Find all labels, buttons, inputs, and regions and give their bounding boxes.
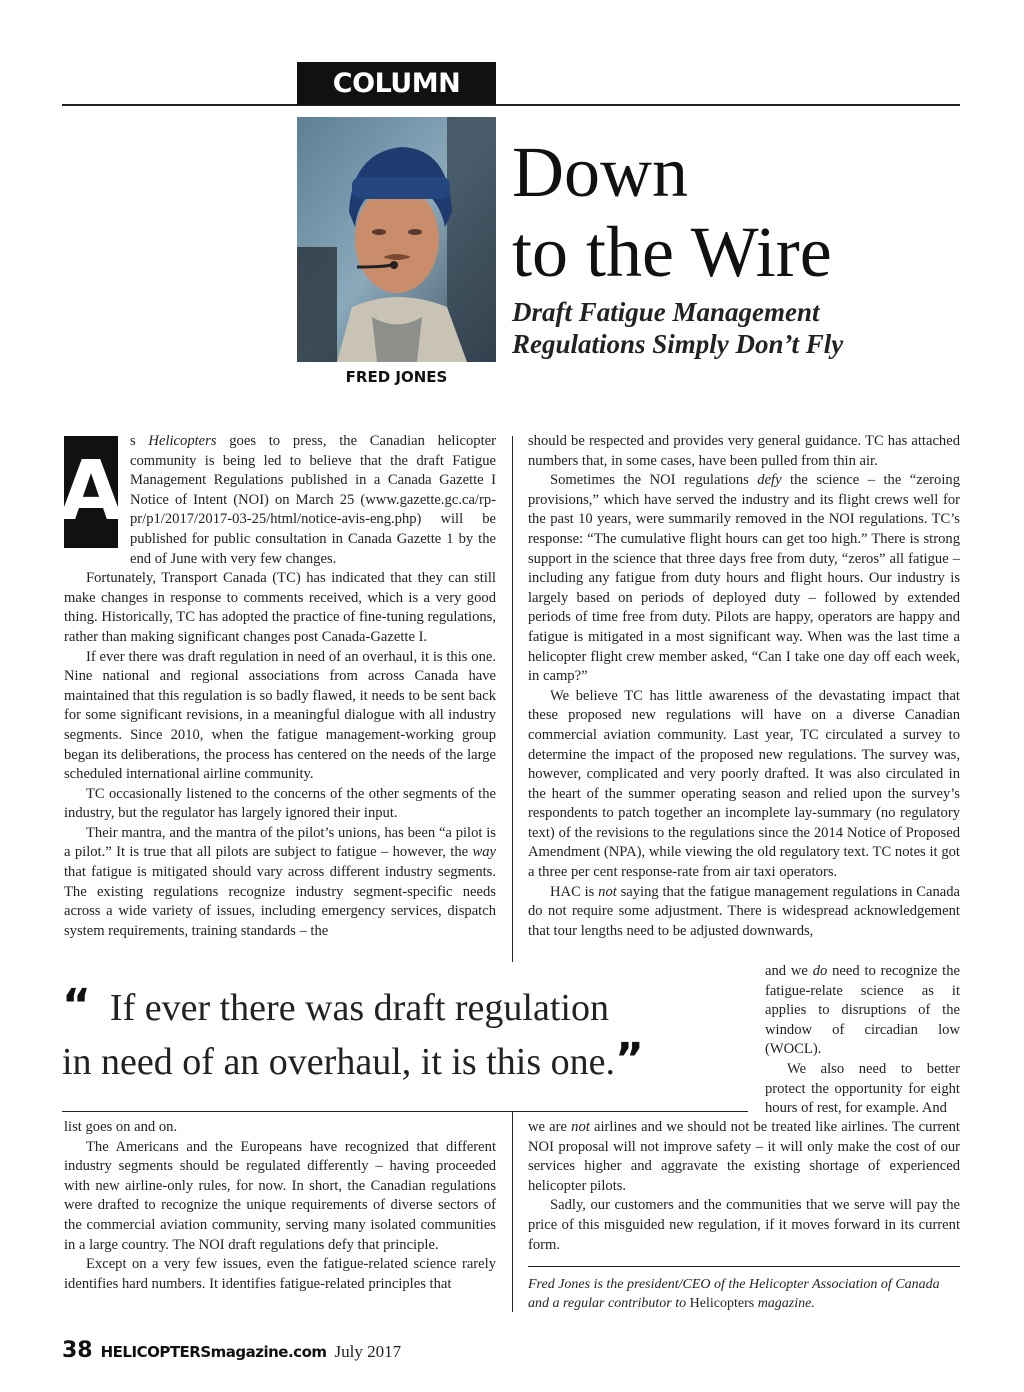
article-paragraph: should be respected and provides very general guidance. TC has attached numbers that, in some cases, have been pulled from thin air. [528, 433, 960, 469]
author-photo [297, 117, 496, 362]
open-quote-mark: “ [62, 980, 91, 1031]
article-paragraph: If ever there was draft regulation in need of an overhaul, it is this one. Nine national and regional associations from across Canada have maintained that this regulation is so badly flawed, it needs to be sent back for some significant revisions, in a meaningful dialogue with all industry segments. Since 2010, when the fatigue management-working group began its deliberations, the process has centered on the needs of the large scheduled international airline community. [64, 648, 496, 783]
headline [512, 132, 832, 292]
page-number: 38 [62, 1338, 93, 1363]
author-bio: Fred Jones is the president/CEO of the Helicopter Association of Canada and a regular contributor to Helicopters magazine. [528, 1277, 940, 1311]
drop-cap: A [64, 436, 118, 548]
article-paragraph: Sadly, our customers and the communities that we serve will pay the price of this misguided new regulation, if it moves forward in its current form. [528, 1197, 960, 1253]
pull-quote-line-2: in need of an overhaul, it is this one.” [62, 1034, 644, 1085]
issue-date: July 2017 [334, 1342, 402, 1361]
page-footer [62, 1338, 401, 1363]
article-paragraph: We also need to better protect the opportunity for eight hours of rest, for example. And [765, 1060, 960, 1117]
top-rule [62, 104, 960, 106]
article-paragraph: Sometimes the NOI regulations defy the science – the “zeroing provisions,” which have served the industry and its flight crews well for the past 10 years, were summarily removed in the NOI regulations. TC’s response: “The cumulative flight hours can get too high.” There is strong support in the science that three days free from duty, “zeros” all fatigue – including any fatigue from duty hours and flight hours. Our industry is largely based on periods of deployed duty – followed by extended periods of time free from duty. Pilots are happy, operators are happy and fatigue is mitigated in a most significant way. When was the last time a helicopter flight crew member asked, “Can I take one day off each week, in camp?” [528, 472, 960, 685]
subheadline-line-2: Regulations Simply Don’t Fly [512, 329, 844, 359]
pull-quote [62, 980, 762, 1088]
article-paragraph: and we do need to recognize the fatigue-relate science as it applies to disruptions of the window of circadian low (WOCL). [765, 963, 960, 1058]
article-paragraph: we are not airlines and we should not be treated like airlines. The current NOI proposal will not improve safety – it will only make the cost of our services higher and aggravate the existing shortage of experienced helicopter pilots. [528, 1119, 960, 1194]
section-label: COLUMN [297, 62, 496, 105]
bio-rule [528, 1266, 960, 1267]
right-column-bottom [528, 1118, 960, 1255]
article-paragraph: HAC is not saying that the fatigue management regulations in Canada do not require some adjustment. There is widespread acknowledgement that tour lengths need to be adjusted downwards, [528, 883, 960, 939]
author-byline: FRED JONES [345, 368, 448, 386]
article-paragraph: Their mantra, and the mantra of the pilot’s unions, has been “a pilot is a pilot.” It is true that all pilots are subject to fatigue – however, the way that fatigue is mitigated should vary across different industry segments. The existing regulations recognize industry segment-specific needs across a wide variety of issues, including emergency services, dispatch system requirements, training standards – the [64, 824, 496, 939]
headline-line-2: to the Wire [512, 212, 832, 292]
left-column-top [59, 432, 496, 941]
close-quote-mark: ” [615, 1034, 644, 1085]
pull-quote-rule [62, 1111, 748, 1112]
article-paragraph: TC occasionally listened to the concerns of the other segments of the industry, but the regulator has largely ignored their input. [64, 785, 496, 822]
column-divider-bottom [512, 1112, 513, 1312]
article-paragraph: Except on a very few issues, even the fatigue-related science rarely identifies hard numbers. It identifies fatigue-related principles that [64, 1256, 496, 1292]
magazine-url: HELICOPTERSmagazine.com [100, 1343, 327, 1361]
subheadline [512, 296, 843, 360]
headline-line-1: Down [512, 132, 688, 212]
article-paragraph: The Americans and the Europeans have recognized that different industry segments should be regulated differently – having proceeded with new airline-only rules, for now. In short, the Canadian regulations were drafted to recognize the unique requirements of diverse sectors of the commercial aviation community, serving many isolated communities in a large country. The NOI draft regulations defy that principle. [64, 1138, 496, 1253]
left-column-bottom [64, 1118, 496, 1294]
right-column-top [528, 432, 960, 941]
article-paragraph: list goes on and on. [64, 1119, 178, 1135]
pull-quote-line-1: “ If ever there was draft regulation [62, 980, 609, 1031]
column-divider-top [512, 436, 513, 962]
article-paragraph: We believe TC has little awareness of the devastating impact that these proposed new regulations will have on a diverse Canadian commercial aviation community. Last year, TC circulated a survey to determine the impact of the proposed new regulations. The survey was, however, complicated and very poorly drafted. It was also circulated in the heart of the summer operating season and relied upon the survey’s respondents to patch together an incomplete lay-summary (no regulatory text) of the revisions to the regulations since the 2014 Notice of Proposed Amendment (NPA), while viewing the old regulatory text. TC notes it got a three per cent response-rate from air taxi operators. [528, 687, 960, 881]
side-column [765, 962, 960, 1119]
subheadline-line-1: Draft Fatigue Management [512, 297, 820, 327]
article-paragraph: Fortunately, Transport Canada (TC) has indicated that they can still make changes in response to comments received, which is a very good thing. Historically, TC has adopted the practice of fine-tuning regulations, rather than making significant changes post Canada-Gazette I. [64, 570, 496, 645]
article-paragraph: A s Helicopters goes to press, the Canadian helicopter community is being led to believe that the draft Fatigue Management Regulations published in a Canada Gazette I Notice of Intent (NOI) on March 25 (www.gazette.gc.ca/rp-pr/p1/2017/2017-03-25/html/notice-avis-eng.php) will be published for public consultation in Canada Gazette 1 by the end of June with very few changes. [59, 433, 496, 567]
